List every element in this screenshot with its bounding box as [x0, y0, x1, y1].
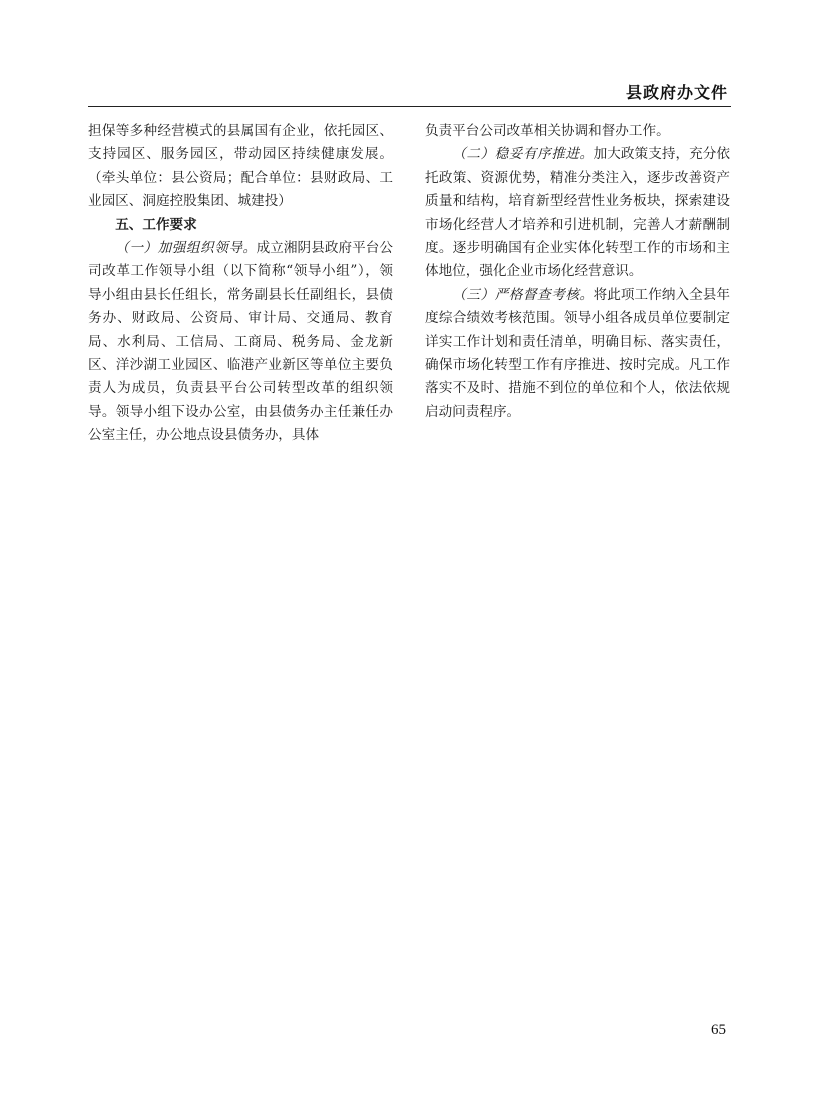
subsection-label: （一）加强组织领导。 — [115, 240, 257, 257]
page-number: 65 — [711, 1022, 726, 1038]
subsection-label: （二）稳妥有序推进。 — [452, 146, 594, 163]
right-column — [425, 120, 730, 424]
paragraph-supervision — [425, 284, 730, 424]
paragraph-continued: 负责平台公司改革相关协调和督办工作。 — [425, 123, 670, 139]
section-heading: 五、工作要求 — [115, 216, 197, 233]
header-divider — [88, 106, 731, 107]
left-column — [88, 120, 393, 448]
subsection-text: 加大政策支持，充分依托政策、资源优势，精准分类注入，逐步改善资产质量和结构，培育新型经营性业务板块，探索建设市场化经营人才培养和引进机制，完善人才薪酬制度。逐步明确国有企业实体化转型工作的市场和主体地位，强化企业市场化经营意识。 — [425, 146, 731, 280]
subsection-label: （三）严格督查考核。 — [452, 286, 594, 303]
header-title: 县政府办文件 — [625, 83, 728, 102]
paragraph-organization — [88, 237, 393, 448]
subsection-text: 成立湘阴县政府平台公司改革工作领导小组（以下简称“领导小组”），领导小组由县长任组长，常务副县长任副组长，县债务办、财政局、公资局、审计局、交通局、教育局、水利局、工信局、工商局、税务局、金龙新区、洋沙湖工业园区、临港产业新区等单位主要负责人为成员，负责县平台公司转型改革的组织领导。领导小组下设办公室，由县债务办主任兼任办公室主任，办公地点设县债务办，具体 — [88, 240, 394, 444]
paragraph-continued: 担保等多种经营模式的县属国有企业，依托园区、支持园区、服务园区，带动园区持续健康发展。（牵头单位：县公资局；配合单位：县财政局、工业园区、洞庭控股集团、城建投） — [88, 123, 393, 210]
paragraph-progress — [425, 143, 730, 283]
subsection-text: 将此项工作纳入全县年度综合绩效考核范围。领导小组各成员单位要制定详实工作计划和责任清单，明确目标、落实责任，确保市场化转型工作有序推进、按时完成。凡工作落实不及时、措施不到位的单位和个人，依法依规启动问责程序。 — [425, 286, 731, 420]
